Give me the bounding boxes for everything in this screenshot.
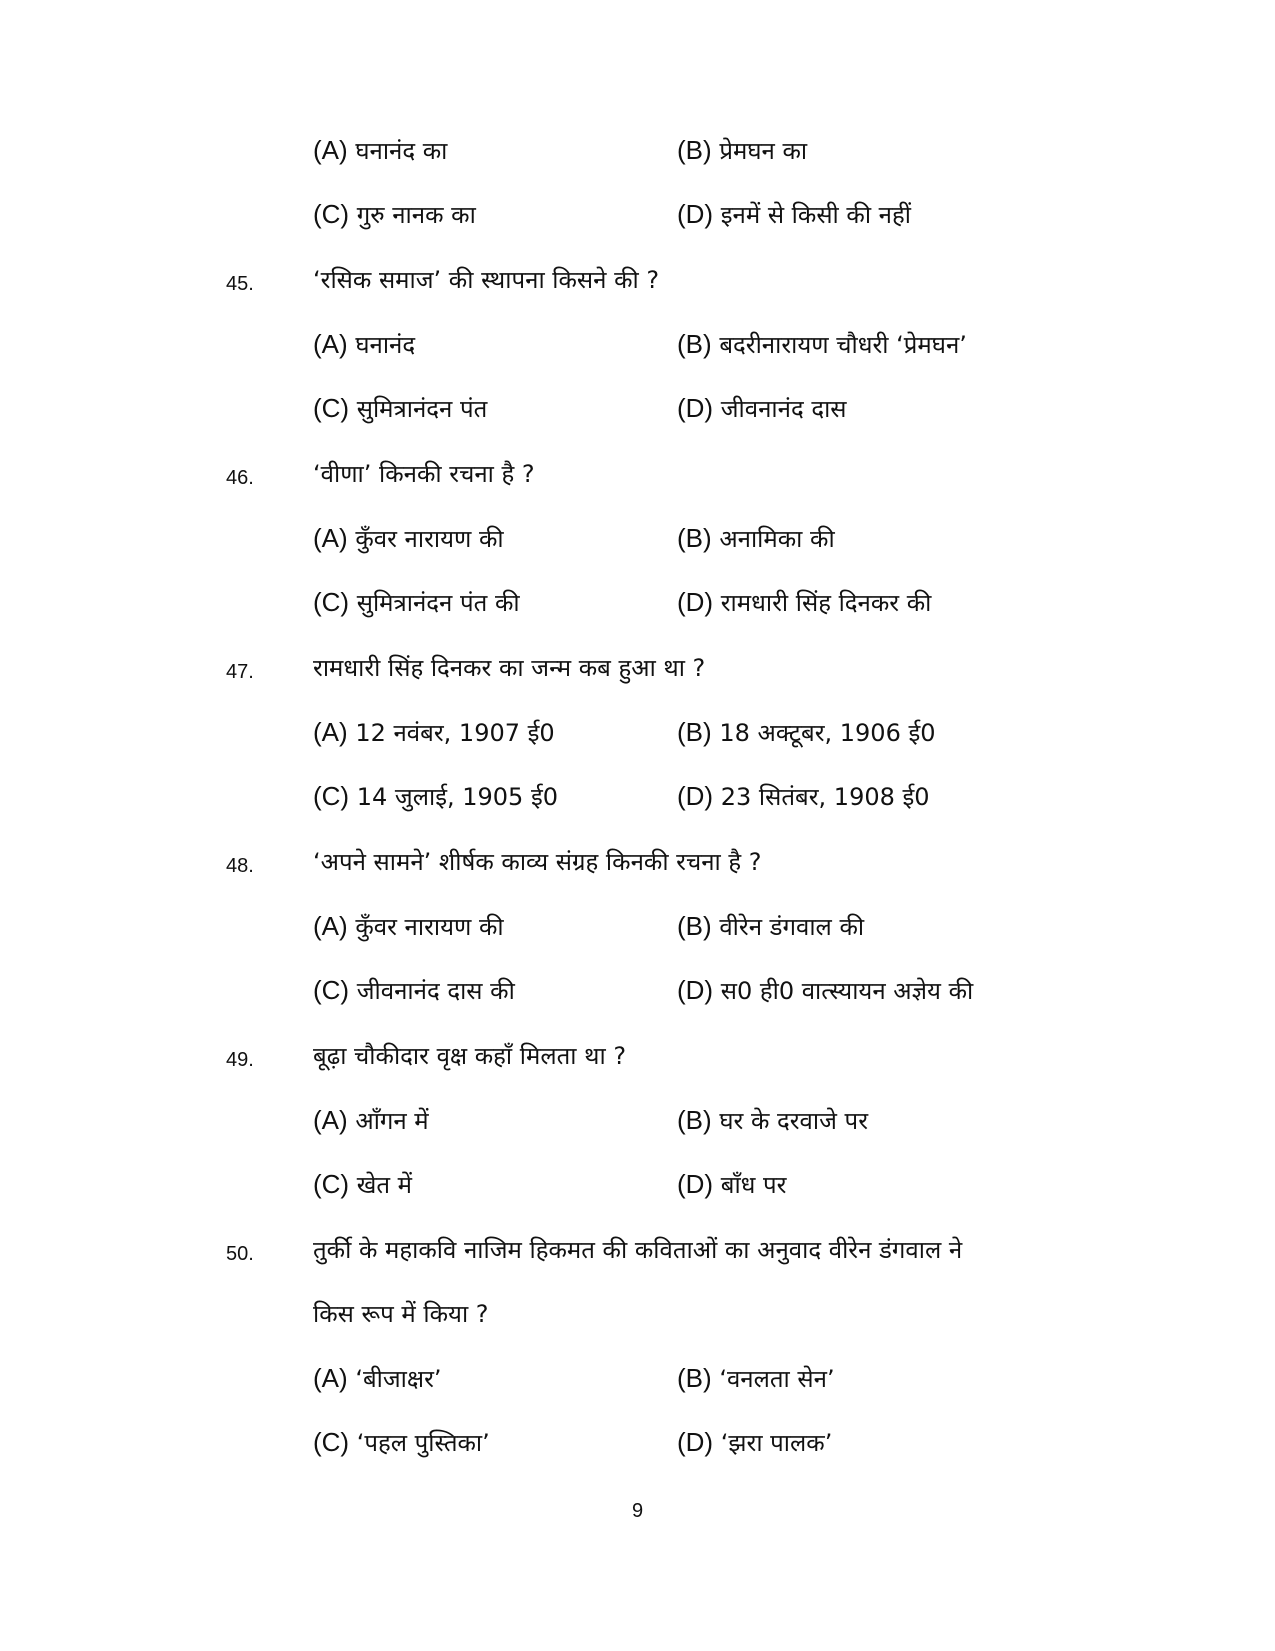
option-b: [677, 904, 864, 949]
question-text: बूढ़ा चौकीदार वृक्ष कहाँ मिलता था ?: [313, 1042, 627, 1070]
option-b: [677, 516, 835, 561]
option-letter: (B): [677, 1363, 712, 1393]
page-number: 9: [631, 1500, 644, 1522]
option-letter: (A): [313, 717, 348, 747]
option-letter: (D): [677, 1169, 714, 1199]
option-c: [313, 580, 520, 625]
question-46: [226, 452, 1106, 496]
option-letter: (C): [313, 393, 350, 423]
option-a: [313, 1098, 429, 1143]
question-number: 46.: [226, 467, 254, 489]
option-text: 18 अक्टूबर, 1906 ई0: [719, 719, 936, 747]
option-letter: (B): [677, 911, 712, 941]
option-letter: (D): [677, 587, 714, 617]
option-letter: (C): [313, 975, 350, 1005]
question-text-continuation: किस रूप में किया ?: [313, 1300, 489, 1328]
option-text: सुमित्रानंदन पंत: [356, 395, 488, 423]
option-text: स0 ही0 वात्स्यायन अज्ञेय की: [720, 977, 974, 1005]
option-text: घर के दरवाजे पर: [719, 1107, 869, 1135]
option-text: जीवनानंद दास की: [356, 977, 515, 1005]
question-47: [226, 646, 1106, 690]
option-c: [313, 1162, 412, 1207]
option-text: ‘पहल पुस्तिका’: [356, 1429, 490, 1457]
options-row: [313, 1098, 1113, 1142]
option-b: [677, 1098, 868, 1143]
option-letter: (A): [313, 523, 348, 553]
option-c: [313, 386, 487, 431]
option-d: [677, 774, 930, 819]
option-c: [313, 774, 558, 819]
option-a: [313, 516, 504, 561]
option-text: घनानंद का: [355, 137, 448, 165]
question-text: रामधारी सिंह दिनकर का जन्म कब हुआ था ?: [313, 654, 706, 682]
question-text: तुर्की के महाकवि नाजिम हिकमत की कविताओं का अनुवाद वीरेन डंगवाल ने: [313, 1236, 963, 1264]
question-number: 49.: [226, 1049, 254, 1071]
options-row: [313, 968, 1113, 1012]
option-c: [313, 968, 515, 1013]
question-text: ‘अपने सामने’ शीर्षक काव्य संग्रह किनकी रचना है ?: [313, 848, 762, 876]
option-text: प्रेमघन का: [719, 137, 808, 165]
question-number: 48.: [226, 855, 254, 877]
question-number: 50.: [226, 1243, 254, 1265]
option-text: जीवनानंद दास: [720, 395, 847, 423]
question-50: [226, 1228, 1106, 1272]
option-letter: (C): [313, 1427, 350, 1457]
options-row: [313, 386, 1113, 430]
option-c: [313, 192, 476, 237]
option-letter: (D): [677, 1427, 714, 1457]
option-d: [677, 580, 931, 625]
option-b: [677, 710, 936, 755]
option-a: [313, 1356, 442, 1401]
option-letter: (C): [313, 1169, 350, 1199]
option-text: ‘बीजाक्षर’: [355, 1365, 442, 1393]
options-row: [313, 1162, 1113, 1206]
question-number: 45.: [226, 273, 254, 295]
question-48: [226, 840, 1106, 884]
option-letter: (A): [313, 911, 348, 941]
option-text: रामधारी सिंह दिनकर की: [720, 589, 932, 617]
option-letter: (A): [313, 1363, 348, 1393]
question-text: ‘रसिक समाज’ की स्थापना किसने की ?: [313, 266, 660, 294]
option-letter: (B): [677, 1105, 712, 1135]
options-row: [313, 192, 1113, 236]
option-d: [677, 192, 911, 237]
option-letter: (D): [677, 975, 714, 1005]
option-letter: (C): [313, 199, 350, 229]
option-b: [677, 128, 807, 173]
question-49: [226, 1034, 1106, 1078]
option-a: [313, 322, 415, 367]
option-text: 23 सितंबर, 1908 ई0: [720, 783, 930, 811]
option-letter: (B): [677, 135, 712, 165]
option-letter: (C): [313, 587, 350, 617]
option-a: [313, 904, 504, 949]
option-letter: (A): [313, 329, 348, 359]
option-c: [313, 1420, 490, 1465]
option-letter: (B): [677, 329, 712, 359]
option-letter: (A): [313, 135, 348, 165]
question-45: [226, 258, 1106, 302]
option-d: [677, 968, 973, 1013]
option-text: कुँवर नारायण की: [355, 913, 504, 941]
options-row: [313, 1420, 1113, 1464]
option-letter: (B): [677, 523, 712, 553]
options-row: [313, 516, 1113, 560]
option-text: कुँवर नारायण की: [355, 525, 504, 553]
option-text: 14 जुलाई, 1905 ई0: [356, 783, 559, 811]
option-text: खेत में: [356, 1171, 413, 1199]
option-a: [313, 710, 555, 755]
options-row: [313, 128, 1113, 172]
option-letter: (B): [677, 717, 712, 747]
question-number: 47.: [226, 661, 254, 683]
option-text: वीरेन डंगवाल की: [719, 913, 865, 941]
options-row: [313, 774, 1113, 818]
options-row: [313, 710, 1113, 754]
option-text: गुरु नानक का: [356, 201, 476, 229]
option-text: 12 नवंबर, 1907 ई0: [355, 719, 555, 747]
option-text: बाँध पर: [720, 1171, 787, 1199]
question-text: ‘वीणा’ किनकी रचना है ?: [313, 460, 535, 488]
options-row: [313, 322, 1113, 366]
option-text: ‘वनलता सेन’: [719, 1365, 835, 1393]
option-a: [313, 128, 447, 173]
options-row: [313, 904, 1113, 948]
option-text: अनामिका की: [719, 525, 835, 553]
option-text: बदरीनारायण चौधरी ‘प्रेमघन’: [719, 331, 967, 359]
option-text: आँगन में: [355, 1107, 429, 1135]
option-d: [677, 1162, 787, 1207]
option-letter: (D): [677, 393, 714, 423]
option-letter: (D): [677, 199, 714, 229]
option-b: [677, 322, 967, 367]
option-letter: (C): [313, 781, 350, 811]
option-text: इनमें से किसी की नहीं: [720, 201, 911, 229]
option-text: ‘झरा पालक’: [720, 1429, 833, 1457]
option-b: [677, 1356, 835, 1401]
options-row: [313, 580, 1113, 624]
option-text: घनानंद: [355, 331, 416, 359]
options-row: [313, 1356, 1113, 1400]
option-letter: (A): [313, 1105, 348, 1135]
option-d: [677, 386, 847, 431]
option-letter: (D): [677, 781, 714, 811]
option-text: सुमित्रानंदन पंत की: [356, 589, 520, 617]
option-d: [677, 1420, 832, 1465]
